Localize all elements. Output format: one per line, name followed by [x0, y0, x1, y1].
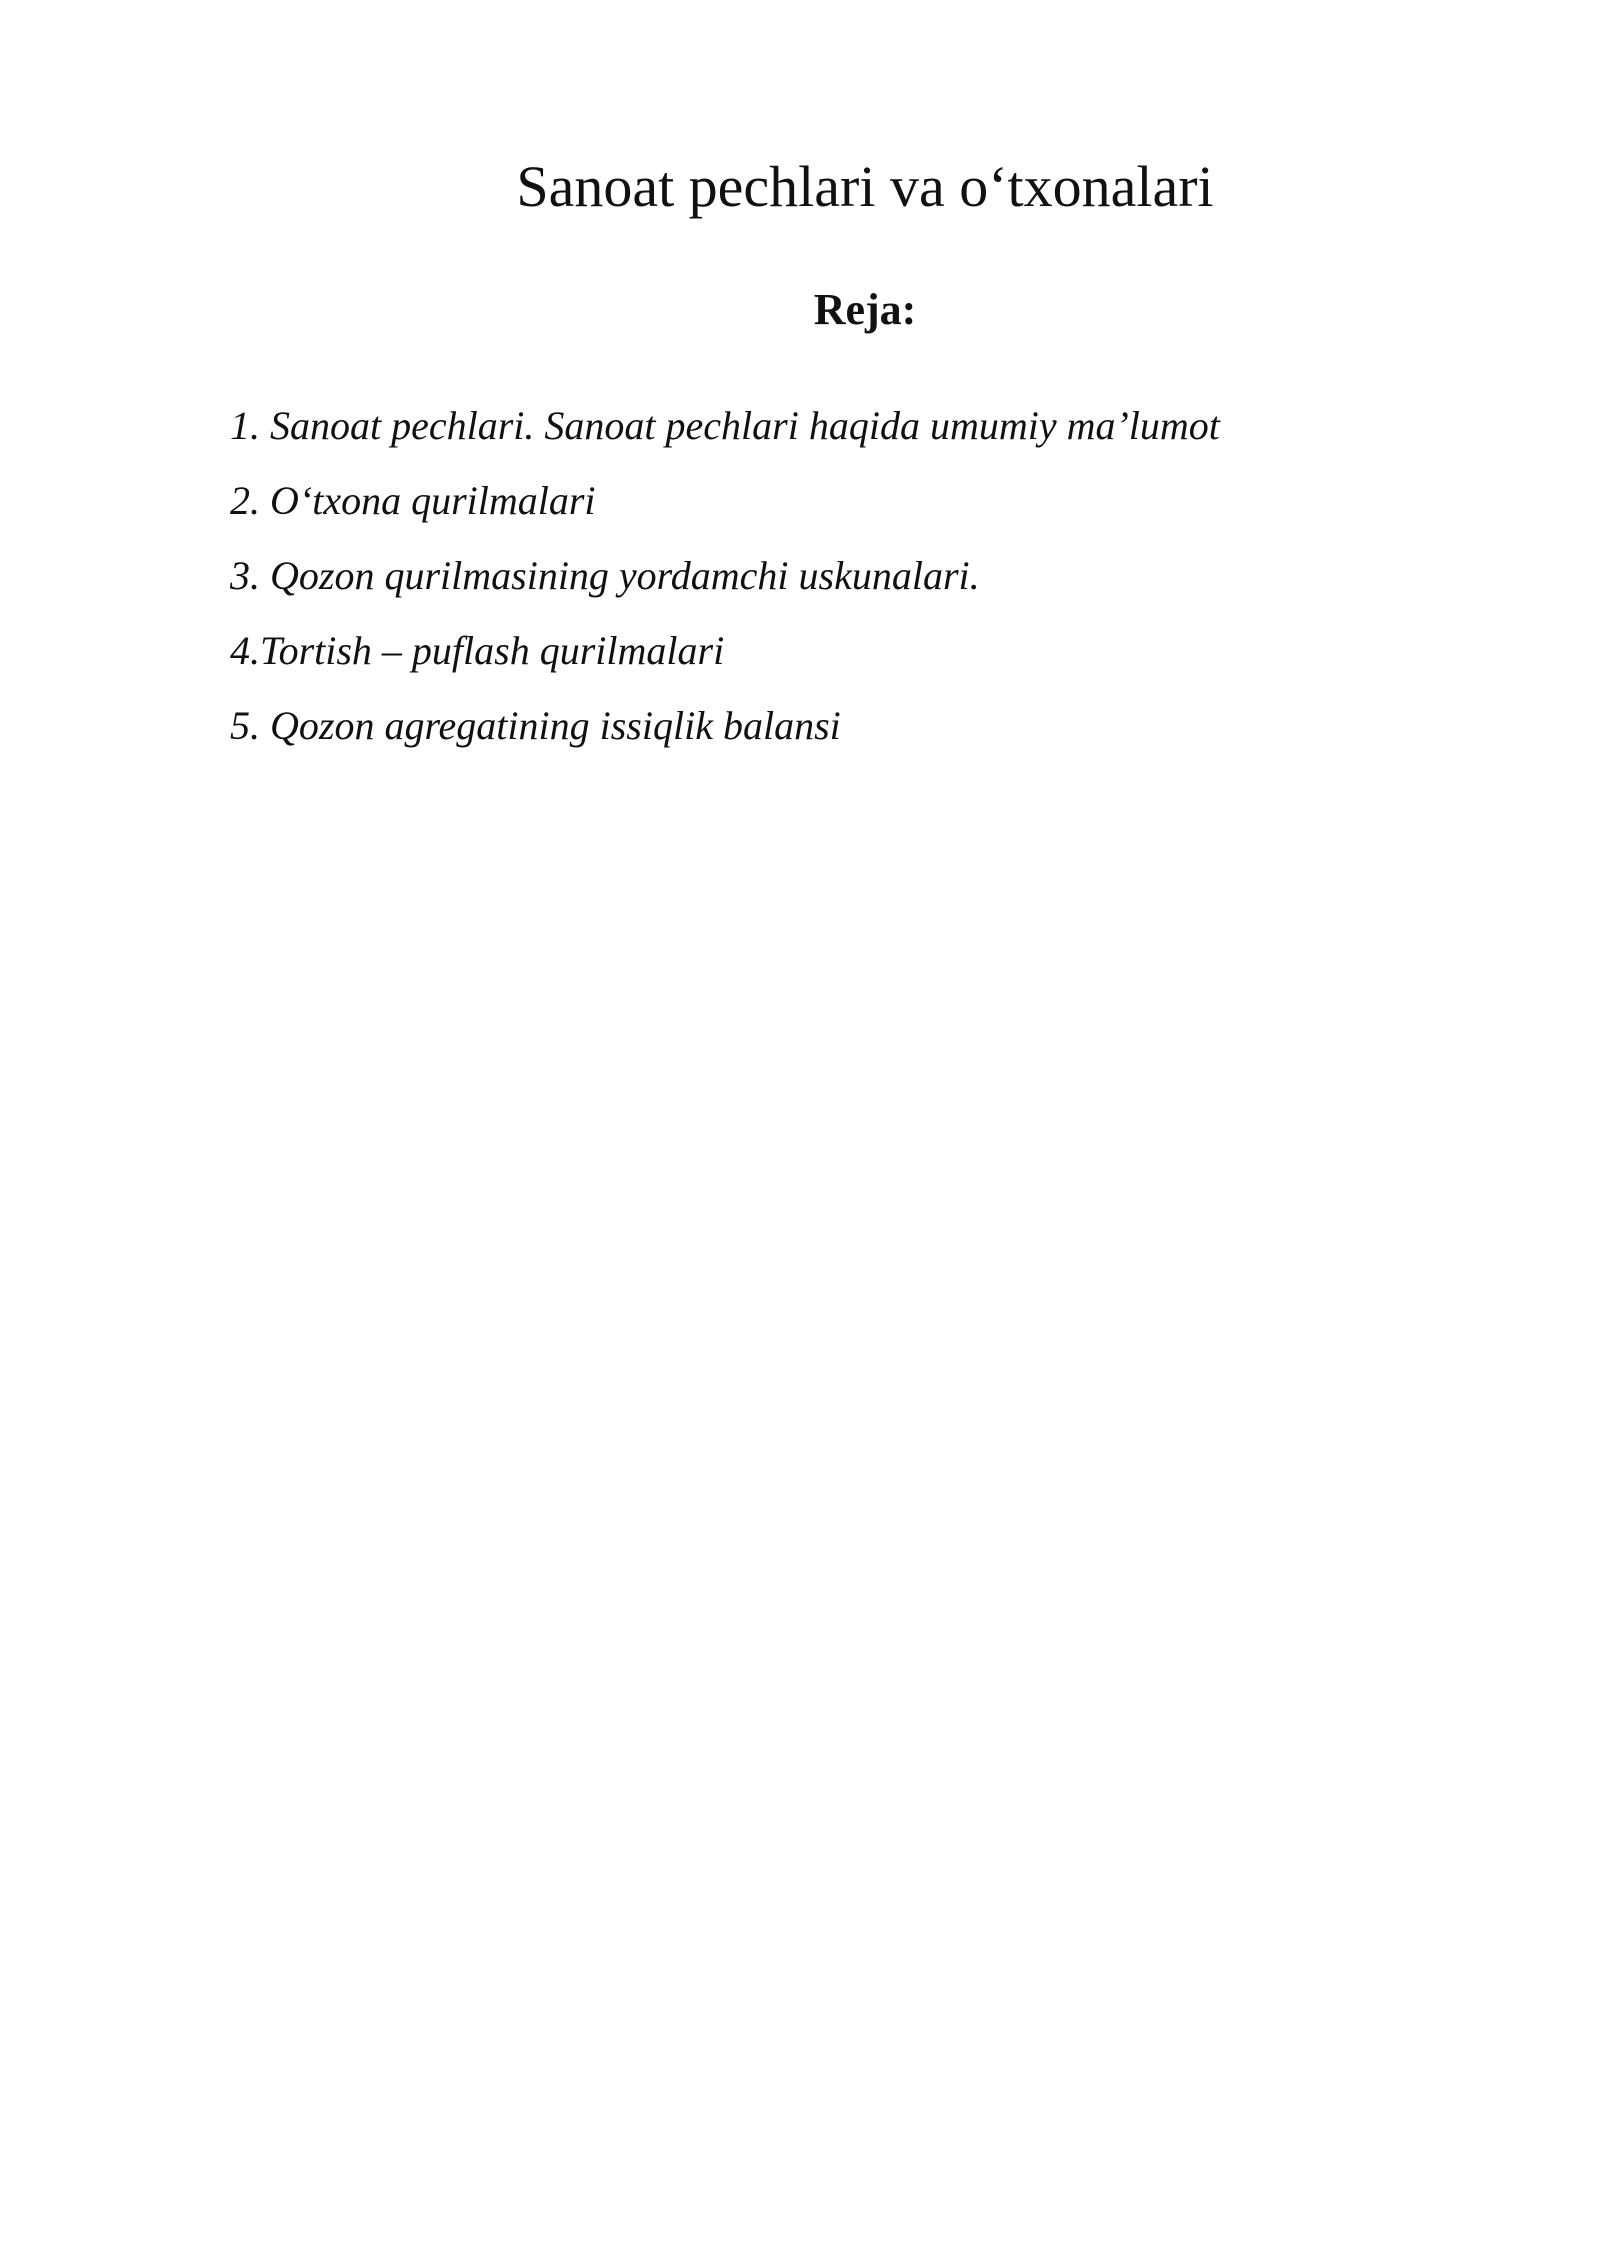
plan-list [230, 388, 1220, 763]
plan-heading: Reja: [813, 285, 917, 334]
plan-item: 3. Qozon qurilmasining yordamchi uskunalari. [230, 553, 980, 598]
document-title: Sanoat pechlari va o‘txonalari [516, 154, 1214, 219]
plan-item: 5. Qozon agregatining issiqlik balansi [230, 703, 841, 748]
plan-item: 2. O‘txona qurilmalari [230, 478, 596, 523]
plan-item: 1. Sanoat pechlari. Sanoat pechlari haqida umumiy ma’lumot [230, 403, 1220, 448]
plan-item: 4.Tortish – puflash qurilmalari [230, 628, 725, 673]
